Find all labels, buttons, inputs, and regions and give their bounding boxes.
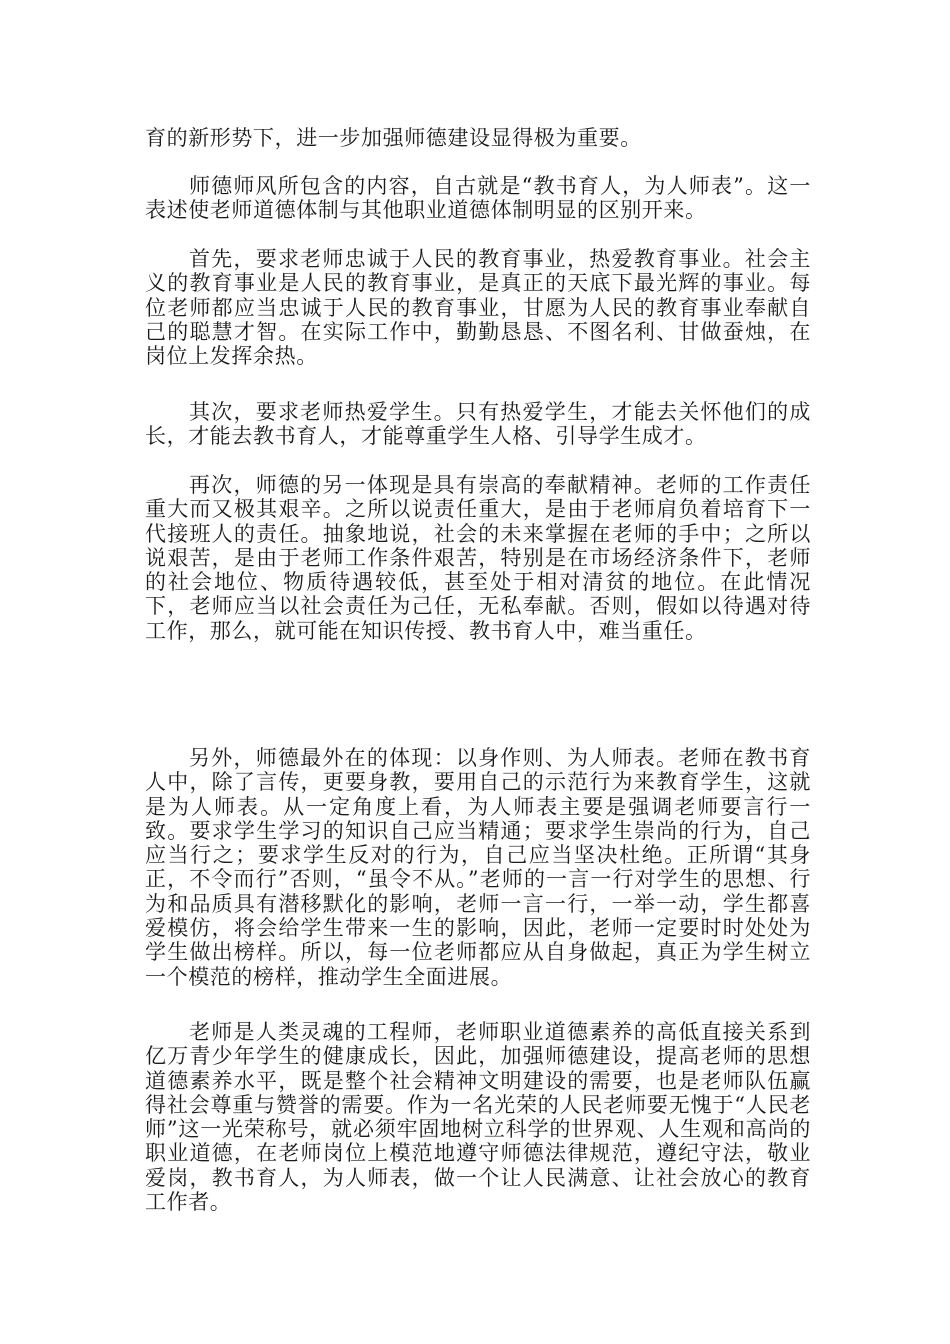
- paragraph-first-loyalty: 首先，要求老师忠诚于人民的教育事业，热爱教育事业。社会主义的教育事业是人民的教育事业，是真正的天底下最光辉的事业。每位老师都应当忠诚于人民的教育事业，甘愿为人民的教育事业奉献自己的聪慧才智。在实际工作中，勤勤恳恳、不图名利、甘做蚕烛，在岗位上发挥余热。: [145, 247, 811, 369]
- paragraph-second-love-students: 其次，要求老师热爱学生。只有热爱学生，才能去关怀他们的成长，才能去教书育人，才能尊重学生人格、引导学生成才。: [145, 400, 811, 449]
- paragraph-third-dedication: 再次，师德的另一体现是具有崇高的奉献精神。老师的工作责任重大而又极其艰辛。之所以说责任重大，是由于老师肩负着培育下一代接班人的责任。抽象地说，社会的未来掌握在老师的手中；之所以说艰苦，是由于老师工作条件艰苦，特别是在市场经济条件下，老师的社会地位、物质待遇较低，甚至处于相对清贫的地位。在此情况下，老师应当以社会责任为己任，无私奉献。否则，假如以待遇对待工作，那么，就可能在知识传授、教书育人中，难当重任。: [145, 473, 811, 643]
- paragraph-conclusion: 老师是人类灵魂的工程师，老师职业道德素养的高低直接关系到亿万青少年学生的健康成长，因此，加强师德建设，提高老师的思想道德素养水平，既是整个社会精神文明建设的需要，也是老师队伍赢得社会尊重与赞誉的需要。作为一名光荣的人民老师要无愧于“人民老师”这一光荣称号，就必须牢固地树立科学的世界观、人生观和高尚的职业道德，在老师岗位上模范地遵守师德法律规范，遵纪守法，敬业爱岗，教书育人，为人师表，做一个让人民满意、让社会放心的教育工作者。: [145, 1020, 811, 1215]
- paragraph-teacher-ethics-content: 师德师风所包含的内容，自古就是“教书育人，为人师表”。这一表述使老师道德体制与其他职业道德体制明显的区别开来。: [145, 174, 811, 223]
- paragraph-continuation: 育的新形势下，进一步加强师德建设显得极为重要。: [145, 126, 642, 150]
- paragraph-role-model: 另外，师德最外在的体现：以身作则、为人师表。老师在教书育人中，除了言传，更要身教，要用自己的示范行为来教育学生，这就是为人师表。从一定角度上看，为人师表主要是强调老师要言行一致。要求学生学习的知识自己应当精通；要求学生崇尚的行为，自己应当行之；要求学生反对的行为，自己应当坚决杜绝。正所谓“其身正，不令而行”否则，“虽令不从。”老师的一言一行对学生的思想、行为和品质具有潜移默化的影响，老师一言一行，一举一动，学生都喜爱模仿，将会给学生带来一生的影响，因此，老师一定要时时处处为学生做出榜样。所以，每一位老师都应从自身做起，真正为学生树立一个模范的榜样，推动学生全面进展。: [145, 746, 811, 989]
